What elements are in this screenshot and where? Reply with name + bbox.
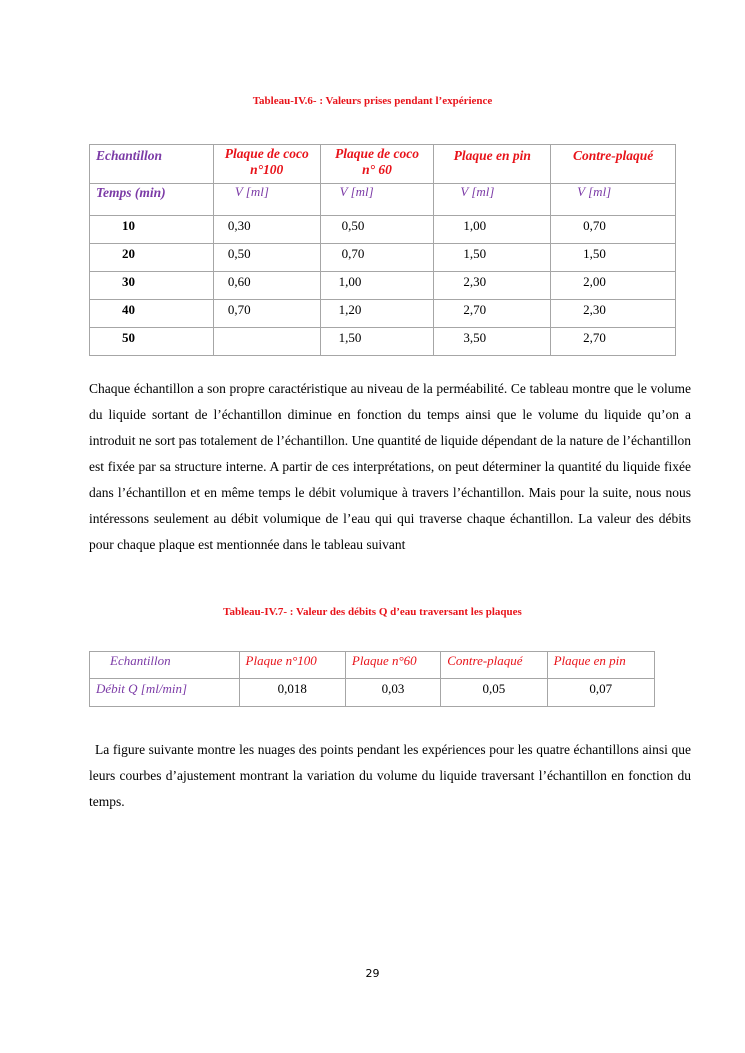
value-cell: 0,03 bbox=[345, 679, 440, 707]
value-cell: 2,00 bbox=[551, 272, 676, 300]
value-cell: 0,60 bbox=[213, 272, 320, 300]
value-cell: 0,50 bbox=[213, 244, 320, 272]
table-row bbox=[90, 300, 676, 328]
col-header-coco100-line2: n°100 bbox=[250, 162, 284, 177]
sample-header: Echantillon bbox=[90, 652, 240, 679]
col-header-pin: Plaque en pin bbox=[547, 652, 654, 679]
value-cell: 3,50 bbox=[434, 328, 551, 356]
col-header-coco100-line1: Plaque de coco bbox=[224, 146, 309, 161]
paragraph-interpretation: Chaque échantillon a son propre caractéristique au niveau de la perméabilité. Ce tableau montre que le volume du liquide sortant de l’échantillon diminue en fonction du temps ainsi que le volume du liquide qu’on a introduit ne sort pas totalement de l’échantillon. Une quantité de liquide dépendant de la nature de l’échantillon est fixée par sa structure interne. A partir de ces interprétations, on peut déterminer la quantité du liquide fixée dans l’échantillon et en même temps le débit volumique à travers l’échantillon. Mais pour la suite, nous nous intéressons seulement au débit volumique de l’eau qui qui traverse chaque échantillon. La valeur des débits pour chaque plaque est mentionnée dans le tableau suivant bbox=[89, 381, 691, 552]
paragraph-figure-intro: La figure suivante montre les nuages des points pendant les expériences pour les quatre échantillons ainsi que leurs courbes d’ajustement montrant la variation du volume du liquide traversant l’échantillon en fonction du temps. bbox=[89, 742, 691, 809]
value-cell: 2,70 bbox=[551, 328, 676, 356]
value-cell: 0,05 bbox=[441, 679, 547, 707]
value-cell: 2,30 bbox=[551, 300, 676, 328]
unit-cell: V [ml] bbox=[213, 184, 320, 216]
value-cell: 0,07 bbox=[547, 679, 654, 707]
value-cell: 0,70 bbox=[551, 216, 676, 244]
table1-caption: Tableau-IV.6- : Valeurs prises pendant l’expérience bbox=[252, 95, 493, 107]
sample-header: Echantillon bbox=[90, 145, 214, 184]
time-cell: 30 bbox=[90, 272, 214, 300]
col-header-coco100 bbox=[213, 145, 320, 184]
col-header-coco60-line1: Plaque de coco bbox=[335, 146, 419, 161]
col-header-plaque100: Plaque n°100 bbox=[239, 652, 345, 679]
table-row bbox=[90, 216, 676, 244]
value-cell: 1,00 bbox=[434, 216, 551, 244]
col-header-plaque60: Plaque n°60 bbox=[345, 652, 440, 679]
table-row bbox=[90, 679, 655, 707]
value-cell: 0,70 bbox=[320, 244, 434, 272]
value-cell: 1,50 bbox=[320, 328, 434, 356]
flow-rate-label: Débit Q [ml/min] bbox=[90, 679, 240, 707]
col-header-pin: Plaque en pin bbox=[434, 145, 551, 184]
table2-caption: Tableau-IV.7- : Valeur des débits Q d’eau traversant les plaques bbox=[223, 606, 522, 618]
col-header-contreplaque: Contre-plaqué bbox=[441, 652, 547, 679]
col-header-coco60-line2: n° 60 bbox=[362, 162, 392, 177]
time-header: Temps (min) bbox=[90, 184, 214, 216]
value-cell: 1,20 bbox=[320, 300, 434, 328]
time-cell: 50 bbox=[90, 328, 214, 356]
value-cell: 0,018 bbox=[239, 679, 345, 707]
col-header-coco60 bbox=[320, 145, 434, 184]
time-cell: 20 bbox=[90, 244, 214, 272]
volume-table bbox=[89, 144, 676, 356]
time-cell: 10 bbox=[90, 216, 214, 244]
table-row bbox=[90, 244, 676, 272]
time-cell: 40 bbox=[90, 300, 214, 328]
value-cell: 1,00 bbox=[320, 272, 434, 300]
table-row bbox=[90, 272, 676, 300]
unit-cell: V [ml] bbox=[434, 184, 551, 216]
value-cell: 2,30 bbox=[434, 272, 551, 300]
value-cell: 2,70 bbox=[434, 300, 551, 328]
value-cell bbox=[213, 328, 320, 356]
value-cell: 0,70 bbox=[213, 300, 320, 328]
unit-cell: V [ml] bbox=[320, 184, 434, 216]
value-cell: 1,50 bbox=[551, 244, 676, 272]
col-header-contreplaque: Contre-plaqué bbox=[551, 145, 676, 184]
flow-rate-table bbox=[89, 651, 655, 707]
value-cell: 0,30 bbox=[213, 216, 320, 244]
page-number: 29 bbox=[365, 967, 380, 980]
value-cell: 0,50 bbox=[320, 216, 434, 244]
value-cell: 1,50 bbox=[434, 244, 551, 272]
unit-cell: V [ml] bbox=[551, 184, 676, 216]
table-row bbox=[90, 328, 676, 356]
